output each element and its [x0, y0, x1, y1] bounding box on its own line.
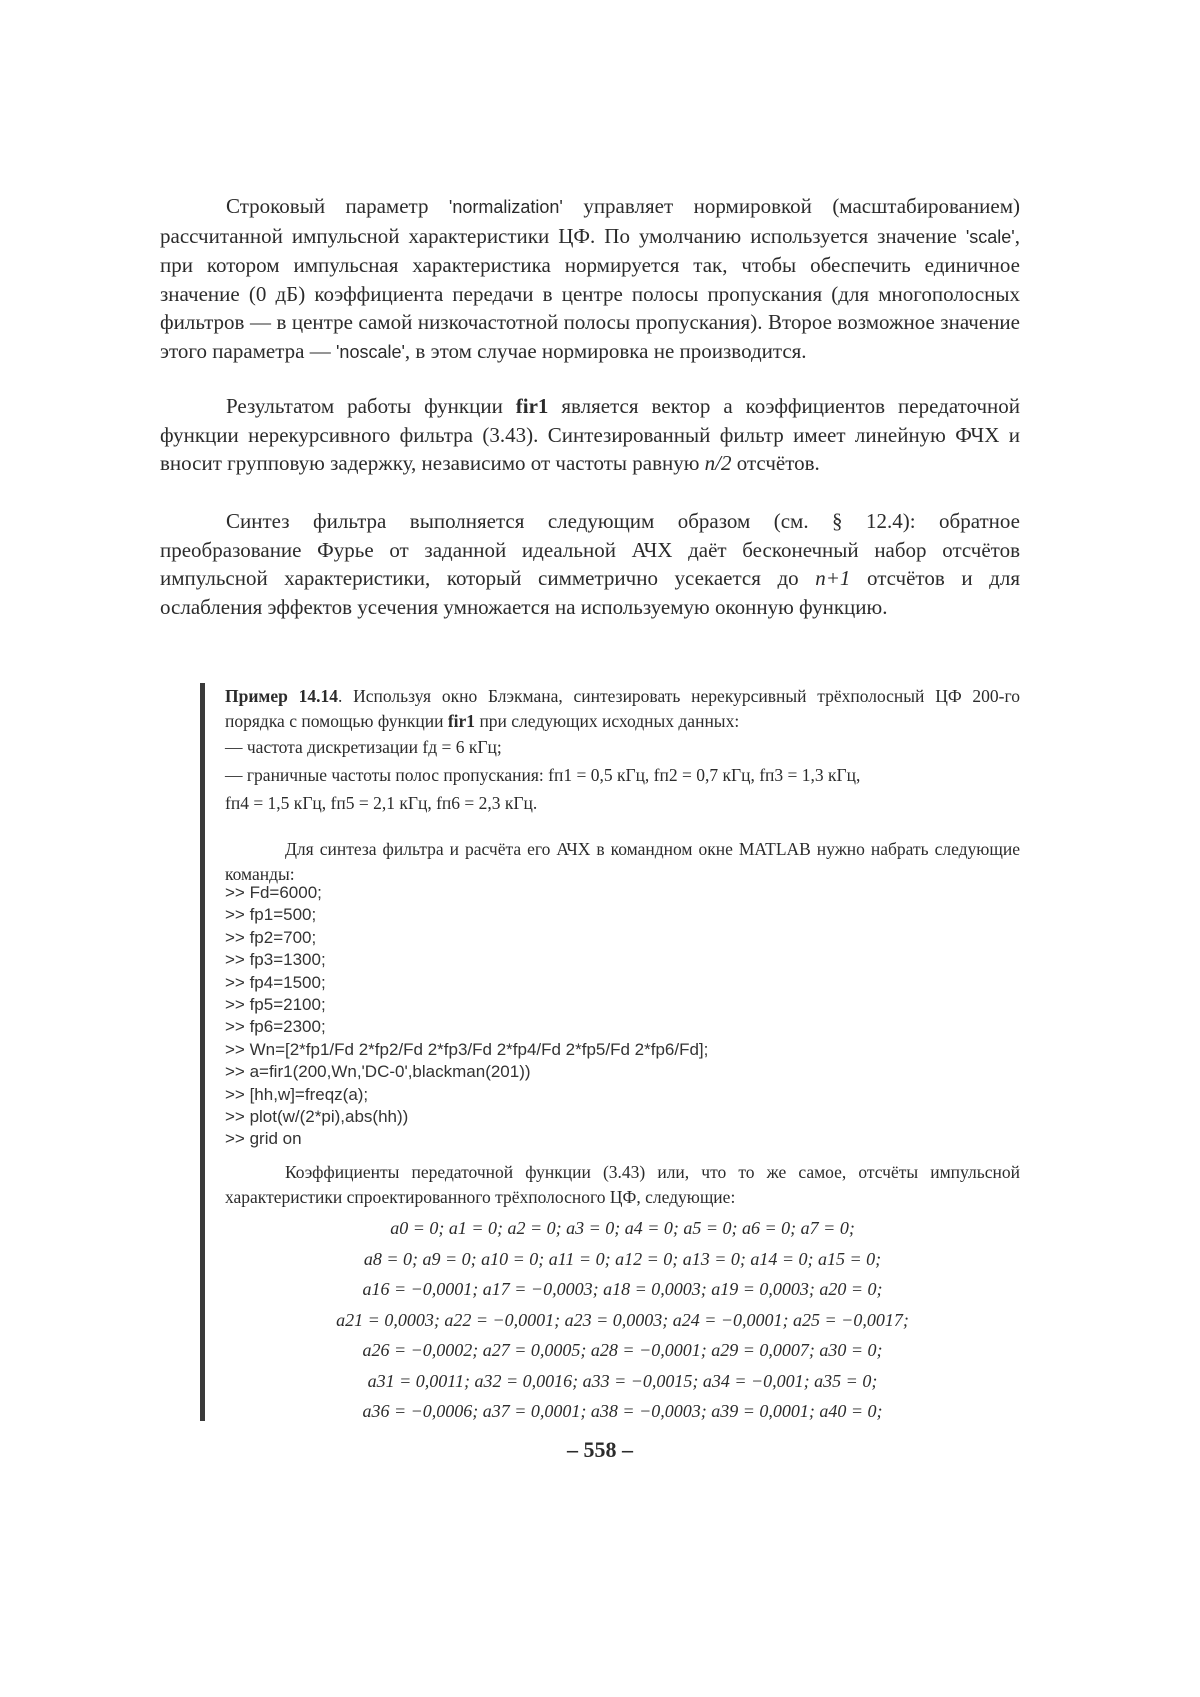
passband-frequencies-line-2: fп4 = 1,5 кГц, fп5 = 2,1 кГц, fп6 = 2,3 кГц. [225, 793, 538, 813]
matlab-intro [225, 837, 1020, 887]
sampling-frequency-line: — частота дискретизации fд = 6 кГц; [225, 737, 502, 757]
function-name: fir1 [447, 711, 476, 731]
coefficients-intro [225, 1160, 1020, 1210]
coefficient-row: a36 = −0,0006; a37 = 0,0001; a38 = −0,0003; a39 = 0,0001; a40 = 0; [362, 1401, 883, 1421]
example-margin-bar [200, 683, 205, 1421]
coefficient-row: a8 = 0; a9 = 0; a10 = 0; a11 = 0; a12 = 0; a13 = 0; a14 = 0; a15 = 0; [363, 1248, 882, 1269]
code-line: >> [hh,w]=freqz(a); [225, 1084, 369, 1104]
code-line: >> Fd=6000; [225, 883, 322, 902]
text-run: Результатом работы функции [226, 394, 516, 418]
text-run: при следующих исходных данных: [475, 711, 740, 731]
text-run: отсчётов и для ослабления эффектов усечения умножается на используемую оконную функцию. [160, 566, 1020, 619]
coefficients-list [225, 1213, 1020, 1427]
passband-frequencies-line: — граничные частоты полос пропускания: fп1 = 0,5 кГц, fп2 = 0,7 кГц, fп3 = 1,3 кГц, [225, 765, 861, 785]
text-run: Коэффициенты передаточной функции (3.43) или, что то же самое, отсчёты импульсной характеристики спроектированного трёхполосного ЦФ, следующие: [225, 1162, 1020, 1207]
text-run: Для синтеза фильтра и расчёта его АЧХ в командном окне MATLAB нужно набрать следующие команды: [225, 839, 1020, 884]
math-n-half: n/2 [704, 451, 732, 476]
code-line: >> fp5=2100; [225, 995, 326, 1015]
code-line: >> fp1=500; [225, 905, 317, 925]
coefficient-row: a31 = 0,0011; a32 = 0,0016; a33 = −0,0015; a34 = −0,001; a35 = 0; [367, 1370, 878, 1391]
paragraph-normalization [160, 192, 1020, 367]
text-run: , при котором импульсная характеристика нормируется так, чтобы обеспечить единичное значение (0 дБ) коэффициента передачи в центре полосы пропускания (для многополосных фильтров — в центре самой низкочастотной полосы пропускания). Второе возможное значение этого параметра — [160, 223, 1020, 363]
code-line: >> fp4=1500; [225, 972, 326, 992]
text-run: отсчётов. [731, 451, 820, 476]
coefficient-row: a26 = −0,0002; a27 = 0,0005; a28 = −0,0001; a29 = 0,0007; a30 = 0; [362, 1340, 883, 1360]
text-run: . Используя окно Блэкмана, синтезировать нерекурсивный трёхполосный ЦФ 200-го порядка с помощью функции [225, 686, 1020, 731]
coefficient-row: a21 = 0,0003; a22 = −0,0001; a23 = 0,0003; a24 = −0,0001; a25 = −0,0017; [336, 1309, 909, 1330]
code-line: >> a=fir1(200,Wn,'DC-0',blackman(201)) [225, 1062, 531, 1082]
text-run: Строковый параметр [226, 194, 449, 218]
code-line: >> grid on [225, 1129, 302, 1149]
paragraph-synthesis [160, 507, 1020, 621]
text-run: является вектор a коэффициентов передаточной функции нерекурсивного фильтра (3.43). Синтезированный фильтр имеет линейную ФЧХ и вносит групповую задержку, независимо от частоты равную [160, 394, 1020, 476]
paragraph-result [160, 392, 1020, 478]
math-n-plus-1: n+1 [815, 566, 851, 591]
page-number: – 558 – [567, 1437, 633, 1462]
code-line: >> fp3=1300; [225, 950, 326, 970]
code-line: >> fp6=2300; [225, 1017, 326, 1037]
matlab-code-listing [225, 882, 1020, 1151]
coefficient-row: a0 = 0; a1 = 0; a2 = 0; a3 = 0; a4 = 0; a5 = 0; a6 = 0; a7 = 0; [390, 1218, 855, 1238]
text-run: управляет нормировкой (масштабированием) рассчитанной импульсной характеристики ЦФ. По умолчанию используется значение [160, 194, 1020, 248]
example-label: Пример 14.14 [225, 686, 338, 706]
code-normalization: 'normalization' [448, 197, 563, 217]
code-line: >> fp2=700; [225, 927, 317, 947]
text-run: Синтез фильтра выполняется следующим образом (см. § 12.4): обратное преобразование Фурье от заданной идеальной АЧХ даёт бесконечный набор отсчётов импульсной характеристики, который симметрично усекается до [160, 509, 1020, 591]
code-scale: 'scale' [965, 226, 1015, 247]
text-run: , в этом случае нормировка не производится. [404, 338, 807, 363]
example-intro [225, 684, 1020, 734]
code-line: >> Wn=[2*fp1/Fd 2*fp2/Fd 2*fp3/Fd 2*fp4/Fd 2*fp5/Fd 2*fp6/Fd]; [225, 1039, 709, 1059]
code-line: >> plot(w/(2*pi),abs(hh)) [225, 1107, 409, 1127]
coefficient-row: a16 = −0,0001; a17 = −0,0003; a18 = 0,0003; a19 = 0,0003; a20 = 0; [362, 1279, 883, 1299]
code-noscale: 'noscale' [336, 341, 405, 362]
function-name: fir1 [515, 394, 549, 418]
